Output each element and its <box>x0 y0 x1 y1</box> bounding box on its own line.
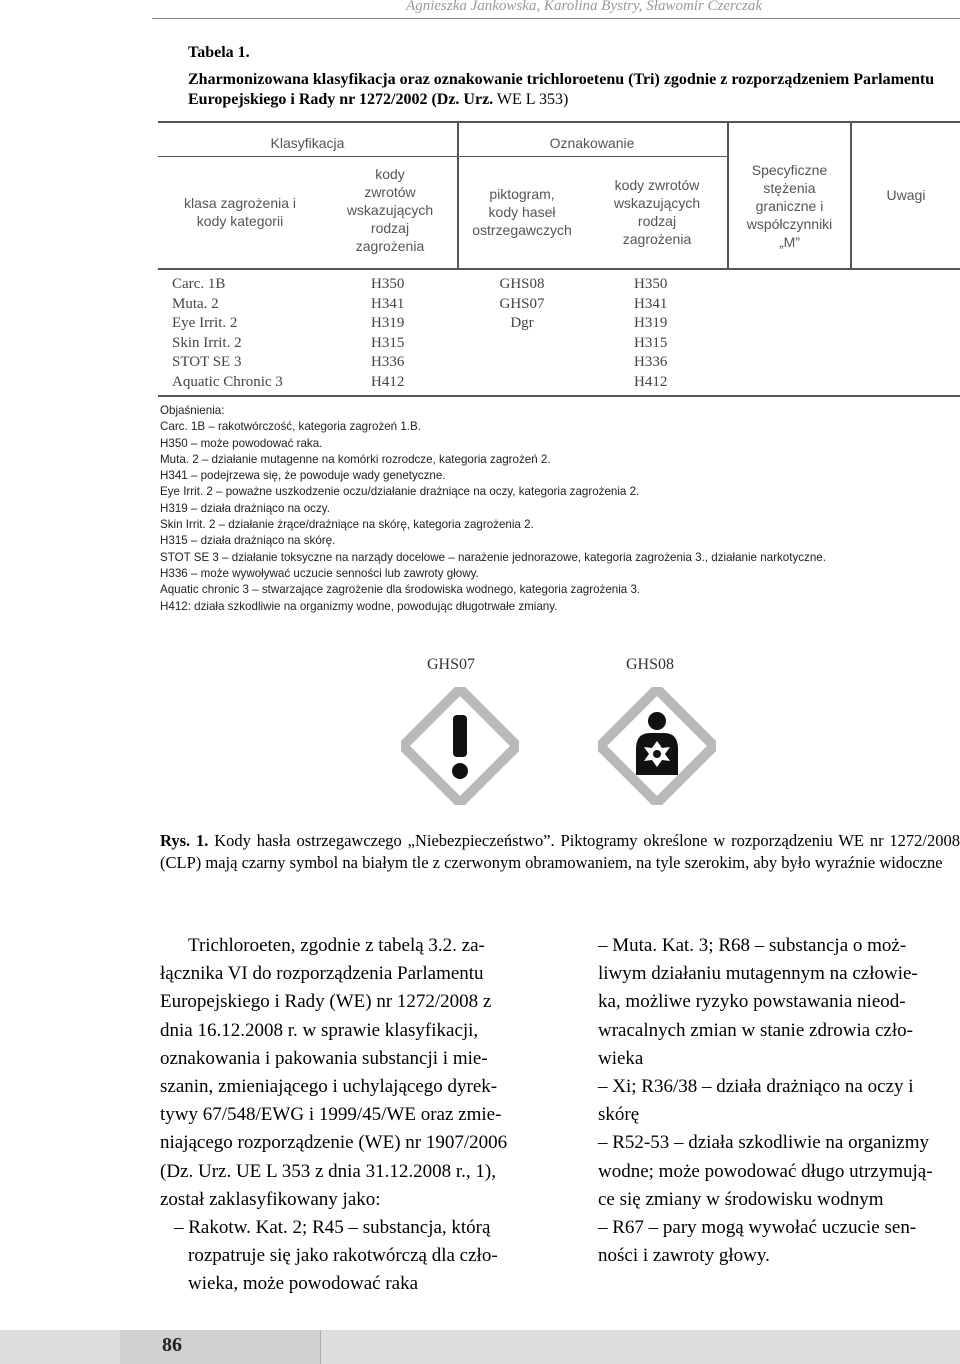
text-line: – R52-53 – działa szkodliwie na organizmy <box>598 1132 930 1154</box>
header-col4 <box>592 176 722 248</box>
header-col3 <box>462 185 582 239</box>
text-line: (Dz. Urz. UE L 353 z dnia 31.12.2008 r., 1), <box>160 1160 496 1182</box>
page-number-box <box>120 1330 321 1364</box>
table-title-bold: Zharmonizowana klasyfikacja oraz oznakowanie trichloroetenu (Tri) zgodnie z rozporządzeniem Parlamentu Europejskiego i Rady nr 1272/2002 (Dz. Urz. <box>188 71 935 108</box>
note-line: H412: działa szkodliwie na organizmy wodne, powodując długotrwałe zmiany. <box>160 599 558 613</box>
header-line: ostrzegawczych <box>472 222 572 238</box>
header-line: stężenia <box>763 180 816 196</box>
figure-caption-text: Kody hasła ostrzegawczego „Niebezpieczeństwo”. Piktogramy określone w rozporządzeniu WE nr 1272/2008 (CLP) mają czarny symbol na białym tle z czerwonym obramowaniem, na tyle szerokim, aby było wyraźnie widoczne <box>160 831 960 872</box>
header-uwagi: Uwagi <box>886 187 926 203</box>
text-line: wracalnych zmian w stanie zdrowia czło- <box>598 1019 913 1041</box>
note-line: Objaśnienia: <box>160 404 225 417</box>
header-line: wskazujących <box>346 202 434 218</box>
text-line: ności i zawroty głowy. <box>598 1245 770 1267</box>
health-hazard-icon <box>598 687 716 805</box>
text-line: rozpatruje się jako rakotwórczą dla czło- <box>188 1245 498 1267</box>
header-line: rodzaj <box>370 220 410 236</box>
text-line: ka, możliwe ryzyko powstawania nieod- <box>598 991 906 1013</box>
pictogram-label-ghs08: GHS08 <box>626 656 675 673</box>
exclamation-mark-icon <box>401 687 519 805</box>
header-line: „M” <box>779 234 800 250</box>
table-cell: H350 <box>371 276 405 292</box>
note-line: H315 – działa drażniąco na skórę. <box>160 534 336 548</box>
header-line: zwrotów <box>364 184 416 200</box>
text-line: liwym działaniu mutagennym na człowie- <box>598 963 918 985</box>
right-column <box>598 932 960 1270</box>
note-line: Aquatic chronic 3 – stwarzające zagrożenie dla środowiska wodnego, kategoria zagrożenia 3. <box>160 583 641 597</box>
text-line: Trichloroeten, zgodnie z tabelą 3.2. za- <box>188 935 485 956</box>
table-cell: H315 <box>371 334 405 351</box>
text-line: łącznika VI do rozporządzenia Parlamentu <box>160 963 484 985</box>
text-line: oznakowania i pakowania substancji i mie- <box>160 1047 488 1069</box>
header-line: Specyficzne <box>751 162 828 178</box>
table-bottom-rule <box>158 395 960 397</box>
table-cell: H336 <box>371 354 405 370</box>
note-line: STOT SE 3 – działanie toksyczne na narządy docelowe – narażenie jednorazowe, kategoria zagrożenia 3., działanie narkotyczne. <box>160 550 826 564</box>
header-line: zagrożenia <box>622 231 692 247</box>
header-col5 <box>729 161 850 251</box>
text-line: – Muta. Kat. 3; R68 – substancja o moż- <box>598 935 907 956</box>
table-notes <box>160 403 826 615</box>
page-number: 86 <box>162 1334 182 1356</box>
header-line: kody kategorii <box>196 213 284 229</box>
group-rule-oznakowanie <box>457 156 727 157</box>
table-title-rest: WE L 353) <box>493 91 569 108</box>
table-cell: GHS08 <box>499 276 545 292</box>
note-line: Muta. 2 – działanie mutagenne na komórki rozrodcze, kategoria zagrożeń 2. <box>160 452 551 466</box>
header-line: graniczne i <box>755 198 824 214</box>
table-cell: Dgr <box>510 315 534 331</box>
text-line: – Xi; R36/38 – działa drażniąco na oczy i <box>598 1076 914 1098</box>
table-top-rule <box>158 121 960 123</box>
table-cell: H315 <box>634 334 668 351</box>
note-line: H336 – może wywoływać uczucie senności lub zawroty głowy. <box>160 566 479 580</box>
left-column <box>160 932 547 1299</box>
hazard-code-column <box>371 275 404 392</box>
note-line: H350 – może powodować raka. <box>160 436 323 450</box>
header-bottom-rule <box>158 268 960 270</box>
running-head: Agnieszka Jankowska, Karolina Bystry, Sławomir Czerczak <box>406 0 762 14</box>
header-line: rodzaj <box>637 213 677 229</box>
header-line: kody zwrotów <box>614 177 700 193</box>
header-line: kody <box>375 166 405 182</box>
table-cell: Carc. 1B <box>172 276 226 292</box>
text-line: ce się zmiany w środowisku wodnym <box>598 1188 884 1210</box>
header-oznakowanie: Oznakowanie <box>549 135 635 151</box>
table-cell: Muta. 2 <box>172 295 219 312</box>
text-line: dnia 16.12.2008 r. w sprawie klasyfikacji, <box>160 1019 479 1041</box>
table-cell: H319 <box>634 315 668 331</box>
header-line: współczynniki <box>746 216 833 232</box>
note-line: H319 – działa drażniąco na oczy. <box>160 501 330 515</box>
header-klasyfikacja: Klasyfikacja <box>270 135 345 151</box>
table-cell: H412 <box>371 373 405 390</box>
note-line: Skin Irrit. 2 – działanie żrące/drażniące na skórę, kategoria zagrożenia 2. <box>160 518 534 532</box>
table-cell: GHS07 <box>499 295 545 312</box>
text-line: wieka, może powodować raka <box>188 1273 419 1295</box>
header-line: wskazujących <box>613 195 701 211</box>
header-rule <box>152 18 960 19</box>
table-cell: H412 <box>634 373 668 390</box>
text-line: Europejskiego i Rady (WE) nr 1272/2008 z <box>160 991 492 1013</box>
header-line: kody haseł <box>488 204 556 220</box>
label-code-column <box>634 275 667 392</box>
text-line: szanin, zmieniającego i uchylającego dyrek- <box>160 1076 498 1098</box>
header-col2 <box>330 165 450 255</box>
pictogram-column <box>472 275 572 334</box>
group-rule-klasyfikacja <box>158 156 457 157</box>
table-title <box>188 70 958 110</box>
header-line: zagrożenia <box>355 238 425 254</box>
table-cell: Aquatic Chronic 3 <box>172 373 283 390</box>
table-cell: H341 <box>634 295 668 312</box>
table-cell: Skin Irrit. 2 <box>172 334 242 351</box>
table-cell: H341 <box>371 295 405 312</box>
text-line: – Rakotw. Kat. 2; R45 – substancja, którą <box>174 1217 491 1239</box>
text-line: – R67 – pary mogą wywołać uczucie sen- <box>598 1217 917 1239</box>
table-cell: H350 <box>634 276 668 292</box>
header-col1 <box>160 194 320 230</box>
table-cell: STOT SE 3 <box>172 354 242 370</box>
text-line: został zaklasyfikowany jako: <box>160 1188 381 1210</box>
table-cell: H319 <box>371 315 405 331</box>
header-line: klasa zagrożenia i <box>183 195 297 211</box>
note-line: H341 – podejrzewa się, że powoduje wady genetyczne. <box>160 469 446 483</box>
class-column <box>172 275 283 392</box>
text-line: wieka <box>598 1047 644 1069</box>
note-line: Carc. 1B – rakotwórczość, kategoria zagrożeń 1.B. <box>160 420 421 434</box>
text-line: wodne; może powodować długo utrzymują- <box>598 1160 933 1182</box>
note-line: Eye Irrit. 2 – poważne uszkodzenie oczu/działanie drażniące na oczy, kategoria zagrożenia 2. <box>160 485 640 499</box>
header-line: piktogram, <box>489 186 555 202</box>
text-line: skórę <box>598 1104 640 1126</box>
table-label: Tabela 1. <box>188 44 250 61</box>
text-line: tywy 67/548/EWG i 1999/45/WE oraz zmie- <box>160 1104 502 1126</box>
figure-label: Rys. 1. <box>160 831 209 850</box>
table-cell: Eye Irrit. 2 <box>172 315 238 331</box>
table-cell: H336 <box>634 354 668 370</box>
figure-caption <box>160 830 960 874</box>
text-line: niającego rozporządzenie (WE) nr 1907/2006 <box>160 1132 508 1154</box>
pictogram-label-ghs07: GHS07 <box>427 656 476 673</box>
